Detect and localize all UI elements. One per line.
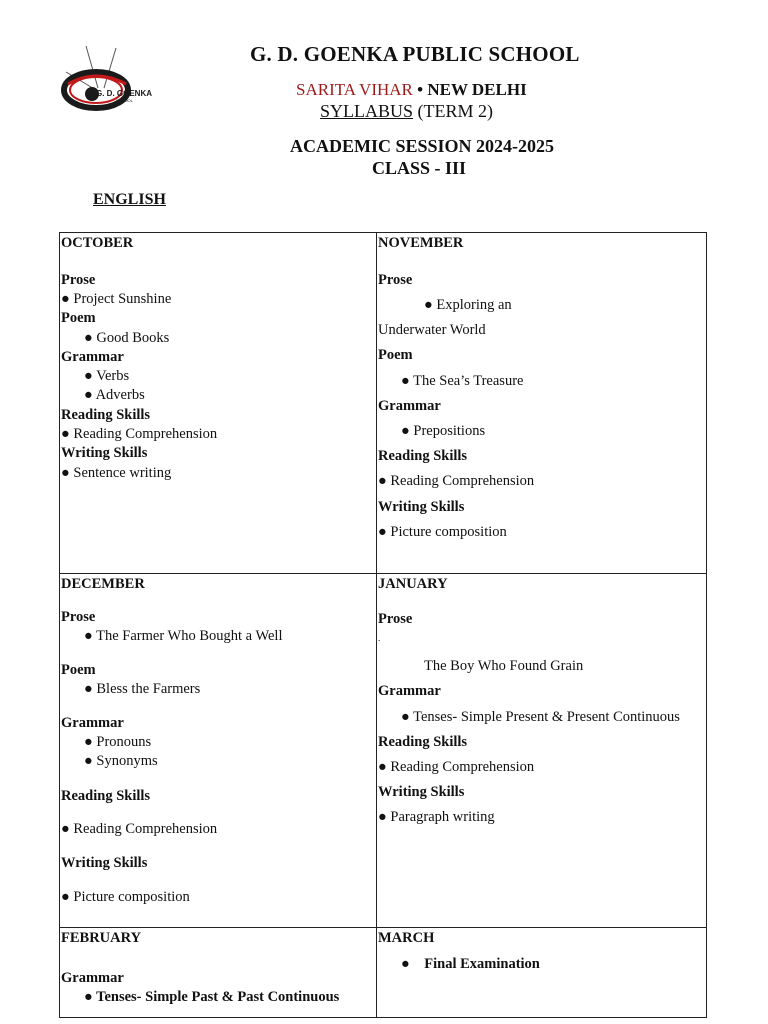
list-item: ● Good Books <box>84 330 170 346</box>
syllabus-title <box>320 101 493 122</box>
section-heading: Prose <box>61 272 96 288</box>
school-name: G. D. GOENKA PUBLIC SCHOOL <box>250 42 580 66</box>
month-cell-february <box>60 928 377 1018</box>
list-item: ● Final Examination <box>401 956 540 972</box>
section-heading: Grammar <box>61 715 124 731</box>
list-item: ● Pronouns <box>84 734 152 750</box>
academic-session: ACADEMIC SESSION 2024-2025 <box>290 136 555 156</box>
section-heading: Poem <box>61 310 96 326</box>
logo-subtext: SCHOOL <box>116 98 133 103</box>
section-heading: Writing Skills <box>378 499 465 515</box>
list-item: ● Reading Comprehension <box>61 821 218 837</box>
table-row <box>60 574 707 928</box>
section-heading: Writing Skills <box>61 855 148 871</box>
logo-text: G. D. GOENKA <box>96 89 153 98</box>
list-item: ● Prepositions <box>401 423 486 439</box>
list-item: ● Synonyms <box>84 753 158 769</box>
location-area: SARITA VIHAR <box>296 80 413 99</box>
month-title: JANUARY <box>378 576 448 592</box>
syllabus-term: (TERM 2) <box>413 101 494 121</box>
list-item: ● The Sea’s Treasure <box>401 373 524 389</box>
table-row <box>60 233 707 574</box>
section-heading: Writing Skills <box>378 784 465 800</box>
section-heading: Prose <box>61 609 96 625</box>
section-heading: Poem <box>61 662 96 678</box>
list-item: ● Bless the Farmers <box>84 681 201 697</box>
list-item: ● Picture composition <box>378 524 507 540</box>
list-item: The Boy Who Found Grain <box>424 658 584 674</box>
school-location <box>296 80 527 100</box>
section-heading: Reading Skills <box>378 448 468 464</box>
list-item: ● Picture composition <box>61 889 190 905</box>
class-label: CLASS - III <box>372 158 467 178</box>
school-logo <box>48 44 160 114</box>
section-heading: Reading Skills <box>378 734 468 750</box>
syllabus-word: SYLLABUS <box>320 101 414 121</box>
section-heading: Reading Skills <box>61 407 151 423</box>
list-item: ● Project Sunshine <box>61 291 172 307</box>
month-cell-october <box>60 233 377 574</box>
list-item: ● Reading Comprehension <box>61 426 218 442</box>
month-cell-december <box>60 574 377 928</box>
list-item: ● Verbs <box>84 368 130 384</box>
month-title: DECEMBER <box>61 576 145 592</box>
list-item: ● Reading Comprehension <box>378 759 535 775</box>
section-heading: Prose <box>378 272 413 288</box>
month-title: FEBRUARY <box>61 930 142 946</box>
section-heading: Grammar <box>61 970 124 986</box>
list-item: ● Tenses- Simple Past & Past Continuous <box>84 989 340 1005</box>
stray-dot: . <box>378 633 381 643</box>
syllabus-table <box>59 232 707 1018</box>
list-item: ● Sentence writing <box>61 465 172 481</box>
month-cell-january <box>377 574 707 928</box>
section-heading: Grammar <box>61 349 124 365</box>
section-heading: Prose <box>378 611 413 627</box>
month-title: MARCH <box>378 930 435 946</box>
section-heading: Poem <box>378 347 413 363</box>
list-item: ● Tenses- Simple Present & Present Continuous <box>401 709 680 725</box>
section-heading: Writing Skills <box>61 445 148 461</box>
subject-heading: ENGLISH <box>93 191 166 208</box>
list-item: ● Paragraph writing <box>378 809 495 825</box>
month-cell-november <box>377 233 707 574</box>
list-item: ● Reading Comprehension <box>378 473 535 489</box>
list-item: ● The Farmer Who Bought a Well <box>84 628 283 644</box>
list-item: ● Adverbs <box>84 387 145 403</box>
month-title: OCTOBER <box>61 235 134 251</box>
location-city: • NEW DELHI <box>412 80 527 99</box>
table-row <box>60 928 707 1018</box>
section-heading: Reading Skills <box>61 788 151 804</box>
month-cell-march <box>377 928 707 1018</box>
month-title: NOVEMBER <box>378 235 464 251</box>
section-heading: Grammar <box>378 398 441 414</box>
list-item: ● Exploring an <box>424 297 512 313</box>
list-item-continued: Underwater World <box>378 322 486 338</box>
section-heading: Grammar <box>378 683 441 699</box>
